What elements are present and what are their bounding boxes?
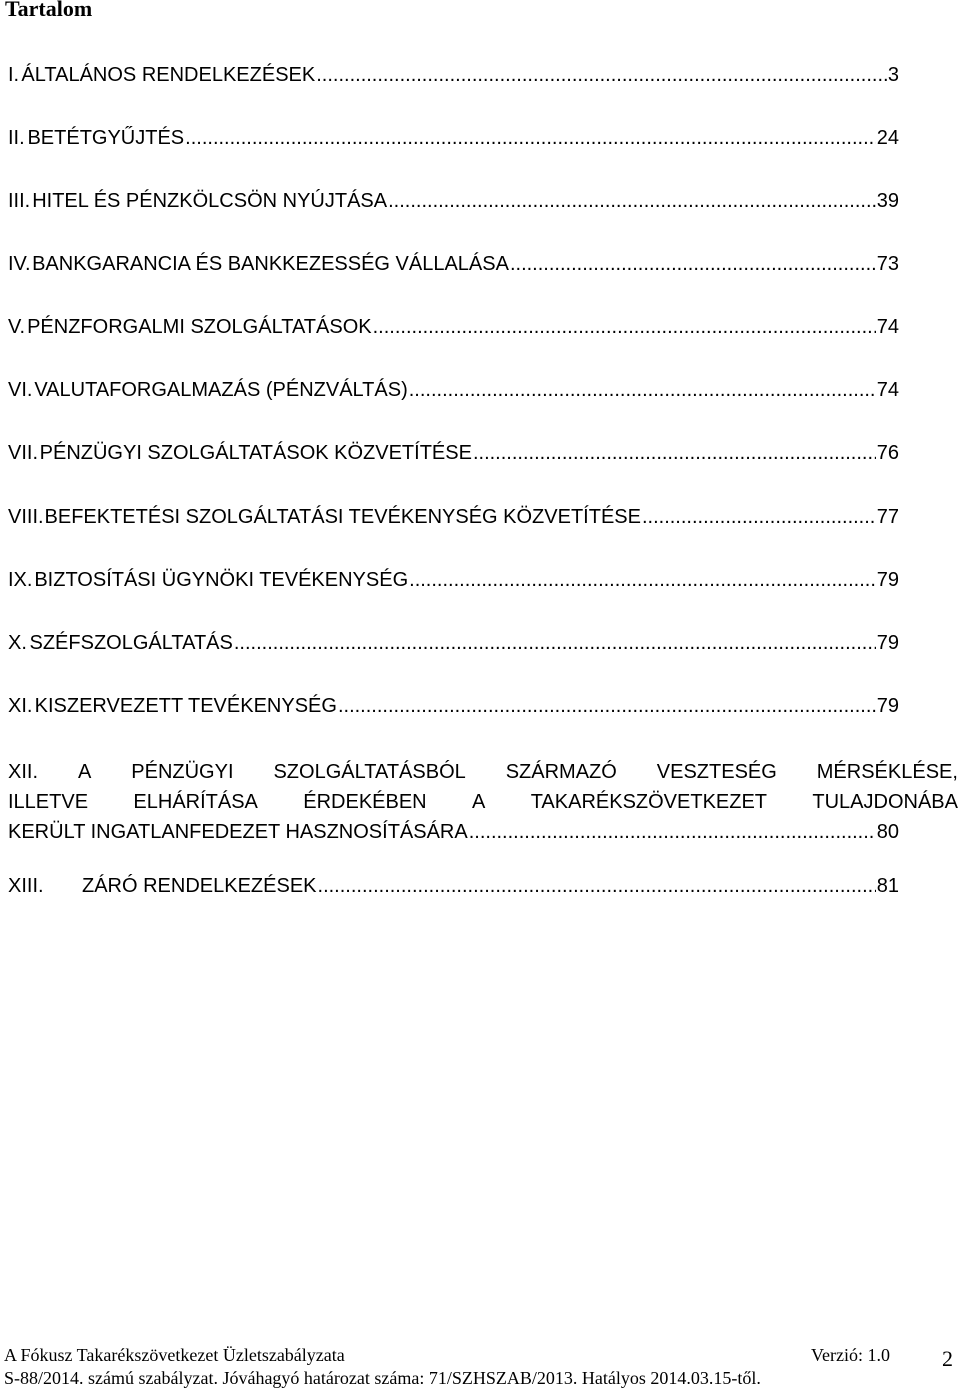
- toc-entry-number: III.: [8, 190, 31, 212]
- toc-entry-number: X.: [8, 632, 27, 654]
- toc-leader-dots: [469, 817, 876, 847]
- footer-regulation-info: S-88/2014. számú szabályzat. Jóváhagyó határozat száma: 71/SZHSZAB/2013. Hatályos 2014.03.15-től.: [4, 1368, 761, 1388]
- toc-leader-dots: [388, 188, 876, 214]
- toc-entry-page: 3: [887, 64, 899, 86]
- toc-entry-title: SZÉFSZOLGÁLTATÁS: [29, 632, 233, 654]
- toc-entry-page: 74: [876, 379, 899, 401]
- toc-leader-dots: [409, 567, 876, 593]
- toc-entry-xi[interactable]: [8, 693, 899, 719]
- toc-entry-page: 77: [876, 506, 899, 528]
- toc-entry-page: 24: [876, 127, 899, 149]
- toc-entry-iv[interactable]: [8, 251, 899, 277]
- toc-word: ELHÁRÍTÁSA: [133, 791, 258, 813]
- toc-entry-number: V.: [8, 316, 26, 338]
- toc-entry-v[interactable]: [8, 314, 899, 340]
- toc-entry-title: KERÜLT INGATLANFEDEZET HASZNOSÍTÁSÁRA: [8, 821, 468, 843]
- toc-word: SZÁRMAZÓ: [505, 761, 617, 783]
- toc-entry-title: HITEL ÉS PÉNZKÖLCSÖN NYÚJTÁSA: [32, 190, 388, 212]
- toc-leader-dots: [185, 125, 876, 151]
- toc-entry-title: BANKGARANCIA ÉS BANKKEZESSÉG VÁLLALÁSA: [32, 253, 509, 275]
- toc-entry-number: I.: [8, 64, 20, 86]
- toc-entry-title: BEFEKTETÉSI SZOLGÁLTATÁSI TEVÉKENYSÉG KÖZVETÍTÉSE: [44, 506, 641, 528]
- toc-word: MÉRSÉKLÉSE,: [816, 761, 958, 783]
- toc-entry-page: 79: [876, 632, 899, 654]
- toc-leader-dots: [409, 377, 876, 403]
- toc-entry-i[interactable]: [8, 62, 899, 88]
- toc-leader-dots: [510, 251, 876, 277]
- toc-entry-number: XII.: [8, 761, 39, 783]
- toc-entry-xii-line1: [8, 757, 958, 787]
- toc-entry-number: XI.: [8, 695, 33, 717]
- footer-version: Verzió: 1.0: [811, 1345, 890, 1365]
- toc-leader-dots: [338, 693, 876, 719]
- toc-leader-dots: [318, 873, 876, 899]
- toc-entry-page: 76: [876, 442, 899, 464]
- toc-entry-title: KISZERVEZETT TEVÉKENYSÉG: [34, 695, 337, 717]
- toc-leader-dots: [316, 62, 887, 88]
- toc-entry-page: 79: [876, 695, 899, 717]
- toc-entry-xiii[interactable]: [8, 873, 899, 899]
- toc-entry-iii[interactable]: [8, 188, 899, 214]
- toc-entry-title: ZÁRÓ RENDELKEZÉSEK: [82, 875, 317, 897]
- toc-word: PÉNZÜGYI: [131, 761, 234, 783]
- toc-word: SZOLGÁLTATÁSBÓL: [273, 761, 466, 783]
- toc-word: ILLETVE: [8, 791, 89, 813]
- toc-word: A: [77, 761, 92, 783]
- toc-word: A: [471, 791, 486, 813]
- toc-word: ÉRDEKÉBEN: [303, 791, 427, 813]
- toc-leader-dots: [642, 504, 876, 530]
- toc-entry-number: II.: [8, 127, 25, 149]
- toc-entry-xii[interactable]: [8, 757, 958, 847]
- toc-entry-vii[interactable]: [8, 440, 899, 466]
- toc-leader-dots: [373, 314, 876, 340]
- toc-leader-dots: [234, 630, 876, 656]
- toc-entry-number: VIII.: [8, 506, 44, 528]
- toc-entry-xii-line3: [8, 817, 899, 847]
- toc-word: VESZTESÉG: [656, 761, 777, 783]
- page-title: Tartalom: [5, 0, 93, 21]
- toc-entry-number: IV.: [8, 253, 31, 275]
- toc-entry-number: IX.: [8, 569, 33, 591]
- toc-entry-x[interactable]: [8, 630, 899, 656]
- toc-entry-page: 74: [876, 316, 899, 338]
- toc-entry-ix[interactable]: [8, 567, 899, 593]
- toc-entry-title: VALUTAFORGALMAZÁS (PÉNZVÁLTÁS): [34, 379, 408, 401]
- toc-word: TAKARÉKSZÖVETKEZET: [530, 791, 768, 813]
- toc-entry-title: BIZTOSÍTÁSI ÜGYNÖKI TEVÉKENYSÉG: [34, 569, 409, 591]
- toc-entry-title: PÉNZFORGALMI SZOLGÁLTATÁSOK: [27, 316, 372, 338]
- footer-document-title: A Fókusz Takarékszövetkezet Üzletszabályzata: [4, 1345, 345, 1365]
- toc-entry-page: 39: [876, 190, 899, 212]
- toc-leader-dots: [473, 440, 876, 466]
- toc-entry-xii-line2: [8, 787, 958, 817]
- toc-entry-vi[interactable]: [8, 377, 899, 403]
- toc-entry-title: BETÉTGYŰJTÉS: [27, 127, 185, 149]
- page-number: 2: [942, 1346, 953, 1371]
- toc-entry-page: 81: [876, 875, 899, 897]
- toc-entry-number: XIII.: [8, 875, 44, 897]
- toc-entry-page: 80: [876, 821, 899, 843]
- toc-entry-title: PÉNZÜGYI SZOLGÁLTATÁSOK KÖZVETÍTÉSE: [39, 442, 472, 464]
- toc-word: TULAJDONÁBA: [812, 791, 958, 813]
- toc-entry-page: 73: [876, 253, 899, 275]
- toc-entry-title: ÁLTALÁNOS RENDELKEZÉSEK: [21, 64, 316, 86]
- toc-entry-number: VI.: [8, 379, 33, 401]
- toc-entry-page: 79: [876, 569, 899, 591]
- toc-entry-ii[interactable]: [8, 125, 899, 151]
- toc-entry-viii[interactable]: [8, 504, 899, 530]
- toc-entry-number: VII.: [8, 442, 39, 464]
